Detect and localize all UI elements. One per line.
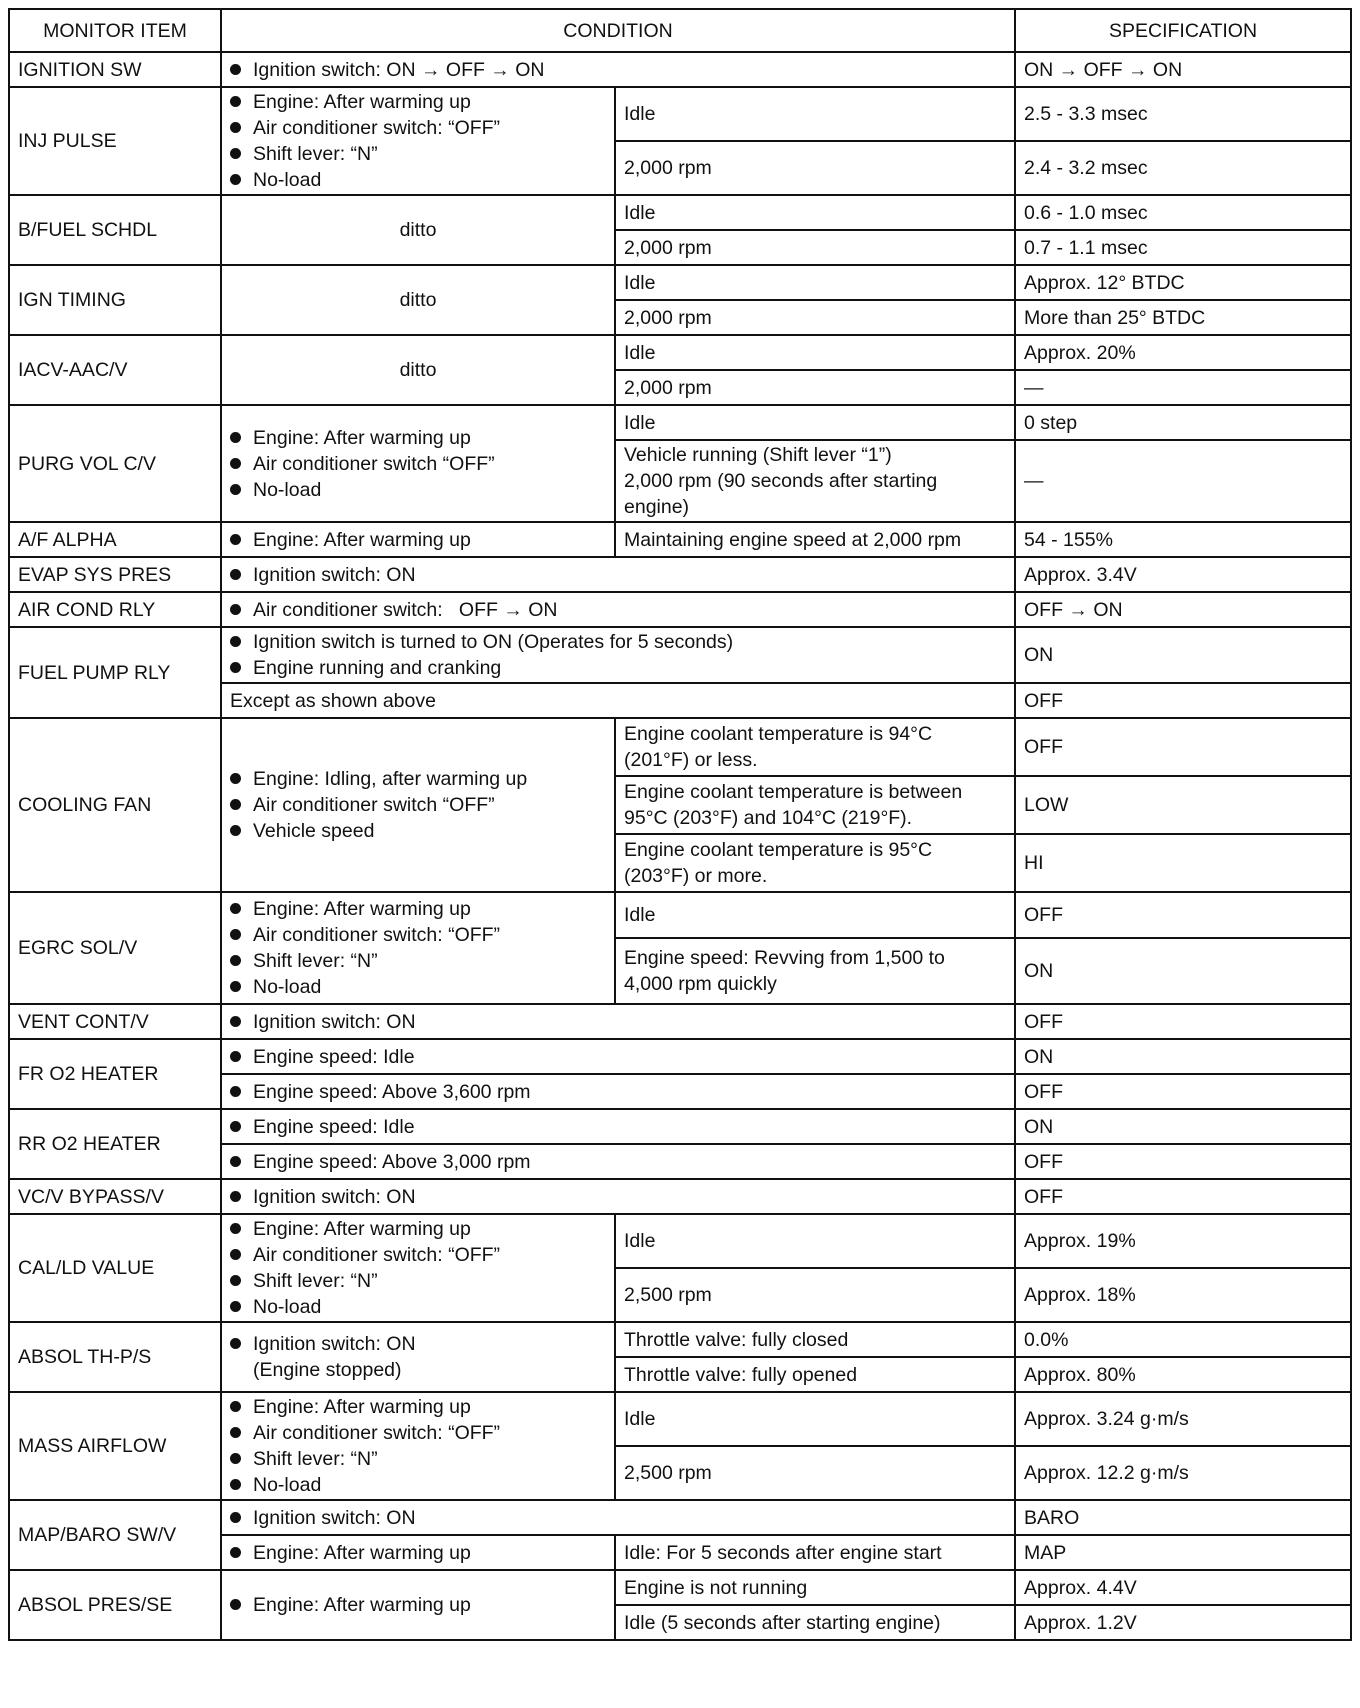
cond-text: Shift lever: “N”	[253, 1270, 378, 1292]
subcond-iacv-idle: Idle	[615, 335, 1015, 370]
cond-text: Engine: After warming up	[253, 1594, 471, 1616]
bullet-icon	[230, 432, 241, 443]
bullet-icon	[230, 929, 241, 940]
cond-absol-pres-se	[221, 1570, 615, 1640]
bullet-icon	[230, 604, 241, 615]
cond-fuel-pump-rly-except: Except as shown above	[221, 683, 1015, 718]
spec-b-fuel-2000: 0.7 - 1.1 msec	[1015, 230, 1351, 265]
header-condition: CONDITION	[221, 9, 1015, 52]
subcond-absol-pres-not-running: Engine is not running	[615, 1570, 1015, 1605]
row-evap-sys-pres	[9, 557, 1351, 592]
subcond-throttle-closed: Throttle valve: fully closed	[615, 1322, 1015, 1357]
bullet-icon	[230, 636, 241, 647]
row-vcv-bypass-v	[9, 1179, 1351, 1214]
spec-fuel-pump-rly-on: ON	[1015, 627, 1351, 683]
cond-note: (Engine stopped)	[253, 1359, 402, 1381]
subcond-b-fuel-idle: Idle	[615, 195, 1015, 230]
spec-egrc-revving: ON	[1015, 938, 1351, 1004]
cond-fr-o2-idle	[221, 1039, 1015, 1074]
spec-b-fuel-idle: 0.6 - 1.0 msec	[1015, 195, 1351, 230]
spec-throttle-opened: Approx. 80%	[1015, 1357, 1351, 1392]
item-evap-sys-pres: EVAP SYS PRES	[9, 557, 221, 592]
cond-text: Engine: After warming up	[253, 528, 471, 551]
subcond-purg-running	[615, 440, 1015, 522]
spec-map-baro-baro: BARO	[1015, 1500, 1351, 1535]
bullet-icon	[230, 1275, 241, 1286]
cond-vcv-bypass-v	[221, 1179, 1015, 1214]
bullet-icon	[230, 662, 241, 673]
cond-inj-pulse	[221, 87, 615, 195]
bullet-icon	[230, 1301, 241, 1312]
row-map-baro-swv	[9, 1500, 1351, 1535]
subcond-cooling-fan-low	[615, 776, 1015, 834]
row-vent-cont-v	[9, 1004, 1351, 1039]
subcond-egrc-idle: Idle	[615, 892, 1015, 938]
bullet-icon	[230, 773, 241, 784]
bullet-icon	[230, 569, 241, 580]
cond-text: (203°F) or more.	[624, 865, 768, 887]
spec-absol-pres-not-running: Approx. 4.4V	[1015, 1570, 1351, 1605]
cond-text: Shift lever: “N”	[253, 1448, 378, 1470]
spec-inj-pulse-idle: 2.5 - 3.3 msec	[1015, 87, 1351, 141]
spec-egrc-idle: OFF	[1015, 892, 1351, 938]
cond-text: Ignition switch: ON → OFF → ON	[253, 58, 545, 81]
item-vcv-bypass-v: VC/V BYPASS/V	[9, 1179, 221, 1214]
spec-fr-o2-idle: ON	[1015, 1039, 1351, 1074]
item-mass-airflow: MASS AIRFLOW	[9, 1392, 221, 1500]
cond-text: (201°F) or less.	[624, 749, 758, 771]
subcond-inj-pulse-idle: Idle	[615, 87, 1015, 141]
bullet-icon	[230, 1191, 241, 1202]
cond-ignition-sw	[221, 52, 1015, 87]
cond-iacv-aac-v: ditto	[221, 335, 615, 405]
item-fr-o2-heater: FR O2 HEATER	[9, 1039, 221, 1109]
cond-af-alpha	[221, 522, 615, 557]
row-iacv-aac-v	[9, 335, 1351, 370]
row-b-fuel-schdl	[9, 195, 1351, 230]
cond-text: Vehicle speed	[253, 820, 375, 842]
subcond-ign-timing-idle: Idle	[615, 265, 1015, 300]
subcond-map-baro-idle: Idle: For 5 seconds after engine start	[615, 1535, 1015, 1570]
bullet-icon	[230, 1086, 241, 1097]
bullet-icon	[230, 1453, 241, 1464]
spec-cal-ld-idle: Approx. 19%	[1015, 1214, 1351, 1268]
bullet-icon	[230, 1512, 241, 1523]
row-fuel-pump-rly	[9, 627, 1351, 683]
cond-absol-th-ps	[221, 1322, 615, 1392]
subcond-throttle-opened: Throttle valve: fully opened	[615, 1357, 1015, 1392]
cond-text: 2,000 rpm (90 seconds after starting	[624, 470, 938, 492]
row-air-cond-rly	[9, 592, 1351, 627]
subcond-purg-idle: Idle	[615, 405, 1015, 440]
subcond-b-fuel-2000: 2,000 rpm	[615, 230, 1015, 265]
row-purg-vol-cv	[9, 405, 1351, 440]
cond-text: Ignition switch: ON	[253, 1506, 416, 1529]
spec-air-cond-rly: OFF → ON	[1015, 592, 1351, 627]
cond-rr-o2-above	[221, 1144, 1015, 1179]
cond-text: Engine: After warming up	[253, 898, 471, 920]
cond-text: Engine: After warming up	[253, 1396, 471, 1418]
cond-evap-sys-pres	[221, 557, 1015, 592]
item-absol-th-ps: ABSOL TH-P/S	[9, 1322, 221, 1392]
subcond-cal-ld-idle: Idle	[615, 1214, 1015, 1268]
cond-text: 4,000 rpm quickly	[624, 973, 777, 995]
item-vent-cont-v: VENT CONT/V	[9, 1004, 221, 1039]
cond-mass-airflow	[221, 1392, 615, 1500]
cond-text: Engine speed: Idle	[253, 1045, 415, 1068]
spec-sheet	[8, 8, 1350, 1641]
cond-text: Engine coolant temperature is between	[624, 781, 963, 803]
item-map-baro-swv: MAP/BARO SW/V	[9, 1500, 221, 1570]
bullet-icon	[230, 981, 241, 992]
spec-fuel-pump-rly-off: OFF	[1015, 683, 1351, 718]
item-inj-pulse: INJ PULSE	[9, 87, 221, 195]
subcond-cal-ld-2500: 2,500 rpm	[615, 1268, 1015, 1322]
row-absol-th-ps	[9, 1322, 1351, 1357]
bullet-icon	[230, 174, 241, 185]
cond-cooling-fan	[221, 718, 615, 892]
cond-text: Engine coolant temperature is 94°C	[624, 723, 933, 745]
spec-cooling-fan-hi: HI	[1015, 834, 1351, 892]
subcond-mass-airflow-2500: 2,500 rpm	[615, 1446, 1015, 1500]
subcond-absol-pres-idle: Idle (5 seconds after starting engine)	[615, 1605, 1015, 1640]
bullet-icon	[230, 148, 241, 159]
subcond-mass-airflow-idle: Idle	[615, 1392, 1015, 1446]
subcond-inj-pulse-2000: 2,000 rpm	[615, 141, 1015, 195]
spec-rr-o2-above: OFF	[1015, 1144, 1351, 1179]
cond-cal-ld-value	[221, 1214, 615, 1322]
cond-text: No-load	[253, 1474, 322, 1496]
bullet-icon	[230, 1156, 241, 1167]
cond-text: Engine: After warming up	[253, 426, 471, 449]
subcond-ign-timing-2000: 2,000 rpm	[615, 300, 1015, 335]
row-ign-timing	[9, 265, 1351, 300]
spec-vcv-bypass-v: OFF	[1015, 1179, 1351, 1214]
item-purg-vol-cv: PURG VOL C/V	[9, 405, 221, 522]
cond-text: No-load	[253, 976, 322, 998]
subcond-af-alpha: Maintaining engine speed at 2,000 rpm	[615, 522, 1015, 557]
cond-purg-vol-cv	[221, 405, 615, 522]
item-af-alpha: A/F ALPHA	[9, 522, 221, 557]
cond-text: Shift lever: “N”	[253, 950, 378, 972]
bullet-icon	[230, 1479, 241, 1490]
bullet-icon	[230, 122, 241, 133]
spec-ignition-sw: ON → OFF → ON	[1015, 52, 1351, 87]
spec-cal-ld-2500: Approx. 18%	[1015, 1268, 1351, 1322]
cond-text: Engine: After warming up	[253, 91, 471, 113]
row-cal-ld-value	[9, 1214, 1351, 1268]
cond-fr-o2-above	[221, 1074, 1015, 1109]
header-row	[9, 9, 1351, 52]
item-iacv-aac-v: IACV-AAC/V	[9, 335, 221, 405]
cond-text: Air conditioner switch: “OFF”	[253, 1244, 501, 1266]
spec-purg-running: —	[1015, 440, 1351, 522]
cond-b-fuel-schdl: ditto	[221, 195, 615, 265]
subcond-cooling-fan-off	[615, 718, 1015, 776]
cond-text: Air conditioner switch: “OFF”	[253, 117, 501, 139]
cond-text: Vehicle running (Shift lever “1”)	[624, 444, 892, 466]
spec-purg-idle: 0 step	[1015, 405, 1351, 440]
header-specification: SPECIFICATION	[1015, 9, 1351, 52]
subcond-egrc-revving	[615, 938, 1015, 1004]
row-ignition-sw	[9, 52, 1351, 87]
cond-text: Air conditioner switch: OFF → ON	[253, 598, 558, 621]
item-b-fuel-schdl: B/FUEL SCHDL	[9, 195, 221, 265]
spec-iacv-idle: Approx. 20%	[1015, 335, 1351, 370]
row-fr-o2-heater	[9, 1039, 1351, 1074]
cond-air-cond-rly	[221, 592, 1015, 627]
bullet-icon	[230, 1427, 241, 1438]
spec-rr-o2-idle: ON	[1015, 1109, 1351, 1144]
item-cooling-fan: COOLING FAN	[9, 718, 221, 892]
bullet-icon	[230, 484, 241, 495]
monitor-spec-table	[8, 8, 1352, 1641]
cond-text: Engine: Idling, after warming up	[253, 768, 528, 790]
row-af-alpha	[9, 522, 1351, 557]
cond-map-baro-engine	[221, 1535, 615, 1570]
bullet-icon	[230, 64, 241, 75]
spec-absol-pres-idle: Approx. 1.2V	[1015, 1605, 1351, 1640]
spec-throttle-closed: 0.0%	[1015, 1322, 1351, 1357]
spec-ign-timing-idle: Approx. 12° BTDC	[1015, 265, 1351, 300]
cond-text: Air conditioner switch “OFF”	[253, 452, 495, 475]
bullet-icon	[230, 799, 241, 810]
cond-text: Engine speed: Revving from 1,500 to	[624, 947, 945, 969]
bullet-icon	[230, 1249, 241, 1260]
spec-ign-timing-2000: More than 25° BTDC	[1015, 300, 1351, 335]
cond-ign-timing: ditto	[221, 265, 615, 335]
bullet-icon	[230, 1016, 241, 1027]
bullet-icon	[230, 1051, 241, 1062]
bullet-icon	[230, 1401, 241, 1412]
subcond-iacv-2000: 2,000 rpm	[615, 370, 1015, 405]
cond-text: Ignition switch: ON	[253, 1333, 416, 1355]
bullet-icon	[230, 1547, 241, 1558]
cond-text: No-load	[253, 169, 322, 191]
cond-text: No-load	[253, 478, 322, 501]
bullet-icon	[230, 1338, 241, 1349]
bullet-icon	[230, 1599, 241, 1610]
spec-map-baro-map: MAP	[1015, 1535, 1351, 1570]
spec-fr-o2-above: OFF	[1015, 1074, 1351, 1109]
spec-vent-cont-v: OFF	[1015, 1004, 1351, 1039]
spec-af-alpha: 54 - 155%	[1015, 522, 1351, 557]
item-ignition-sw: IGNITION SW	[9, 52, 221, 87]
cond-text: Engine speed: Above 3,000 rpm	[253, 1150, 531, 1173]
cond-text: Engine coolant temperature is 95°C	[624, 839, 933, 861]
cond-text: Air conditioner switch: “OFF”	[253, 1422, 501, 1444]
spec-cooling-fan-off: OFF	[1015, 718, 1351, 776]
cond-text: Engine: After warming up	[253, 1218, 471, 1240]
cond-text: Engine running and cranking	[253, 657, 502, 679]
spec-mass-airflow-2500: Approx. 12.2 g·m/s	[1015, 1446, 1351, 1500]
item-air-cond-rly: AIR COND RLY	[9, 592, 221, 627]
bullet-icon	[230, 96, 241, 107]
row-rr-o2-heater	[9, 1109, 1351, 1144]
cond-fuel-pump-rly	[221, 627, 1015, 683]
cond-text: Engine speed: Idle	[253, 1115, 415, 1138]
bullet-icon	[230, 1223, 241, 1234]
cond-text: 95°C (203°F) and 104°C (219°F).	[624, 807, 913, 829]
cond-map-baro-ignition	[221, 1500, 1015, 1535]
item-absol-pres-se: ABSOL PRES/SE	[9, 1570, 221, 1640]
cond-egrc-sol-v	[221, 892, 615, 1004]
row-absol-pres-se	[9, 1570, 1351, 1605]
item-fuel-pump-rly: FUEL PUMP RLY	[9, 627, 221, 718]
header-monitor-item: MONITOR ITEM	[9, 9, 221, 52]
cond-text: Air conditioner switch: “OFF”	[253, 924, 501, 946]
row-mass-airflow	[9, 1392, 1351, 1446]
spec-mass-airflow-idle: Approx. 3.24 g·m/s	[1015, 1392, 1351, 1446]
spec-inj-pulse-2000: 2.4 - 3.2 msec	[1015, 141, 1351, 195]
cond-text: Air conditioner switch “OFF”	[253, 794, 495, 816]
cond-text: Engine: After warming up	[253, 1541, 471, 1564]
subcond-cooling-fan-hi	[615, 834, 1015, 892]
item-rr-o2-heater: RR O2 HEATER	[9, 1109, 221, 1179]
cond-text: Shift lever: “N”	[253, 143, 378, 165]
row-egrc-sol-v	[9, 892, 1351, 938]
bullet-icon	[230, 534, 241, 545]
cond-text: Ignition switch: ON	[253, 1185, 416, 1208]
cond-text: Ignition switch: ON	[253, 1010, 416, 1033]
cond-text: No-load	[253, 1296, 322, 1318]
bullet-icon	[230, 955, 241, 966]
bullet-icon	[230, 825, 241, 836]
row-inj-pulse	[9, 87, 1351, 141]
cond-text: Ignition switch: ON	[253, 563, 416, 586]
cond-text: engine)	[624, 496, 690, 518]
cond-text: Ignition switch is turned to ON (Operates for 5 seconds)	[253, 631, 734, 653]
row-cooling-fan	[9, 718, 1351, 776]
item-egrc-sol-v: EGRC SOL/V	[9, 892, 221, 1004]
item-ign-timing: IGN TIMING	[9, 265, 221, 335]
bullet-icon	[230, 458, 241, 469]
item-cal-ld-value: CAL/LD VALUE	[9, 1214, 221, 1322]
spec-cooling-fan-low: LOW	[1015, 776, 1351, 834]
bullet-icon	[230, 903, 241, 914]
cond-text: Engine speed: Above 3,600 rpm	[253, 1080, 531, 1103]
cond-vent-cont-v	[221, 1004, 1015, 1039]
cond-rr-o2-idle	[221, 1109, 1015, 1144]
spec-iacv-2000: —	[1015, 370, 1351, 405]
spec-evap-sys-pres: Approx. 3.4V	[1015, 557, 1351, 592]
bullet-icon	[230, 1121, 241, 1132]
